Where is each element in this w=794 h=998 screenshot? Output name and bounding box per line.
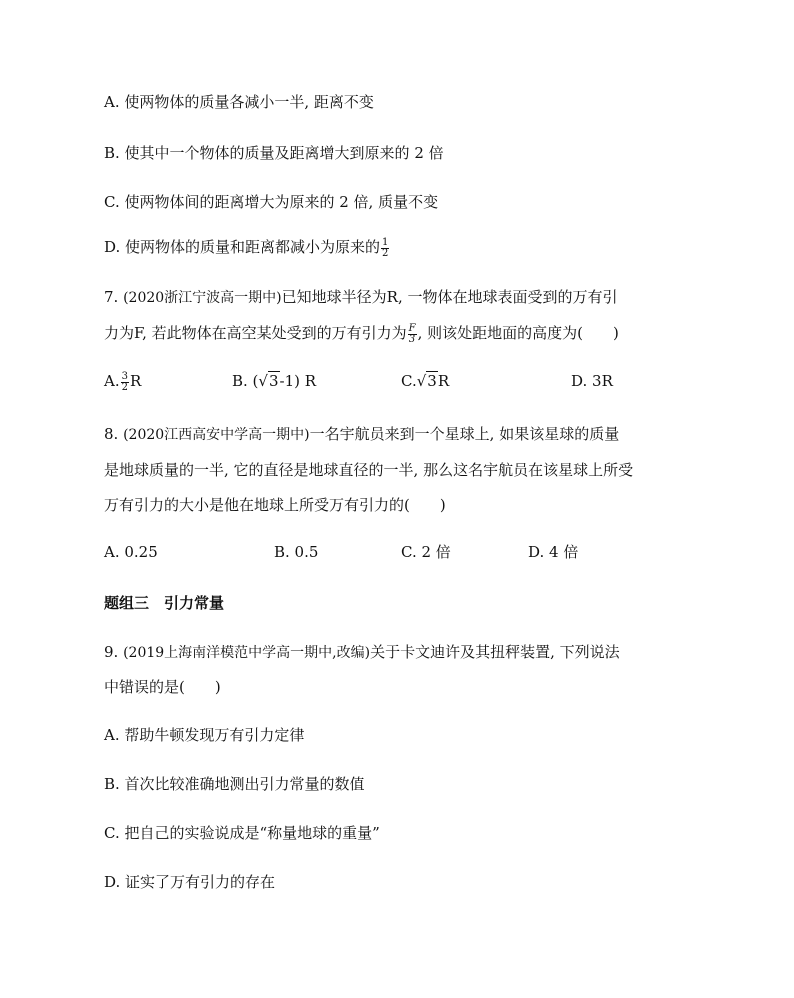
q7-number: 7. [104, 288, 119, 306]
q8-option-c: C. 2 倍 [401, 543, 451, 561]
q7-option-a [104, 368, 141, 394]
q9-option-b: B. 首次比较准确地测出引力常量的数值 [104, 775, 365, 793]
q9-stem-1: 关于卡文迪许及其扭秤装置, 下列说法 [370, 643, 620, 661]
q9-option-d: D. 证实了万有引力的存在 [104, 873, 276, 891]
section-heading: 题组三 引力常量 [104, 594, 225, 612]
option-unit: R [129, 372, 142, 390]
option-label: A. [104, 372, 120, 390]
q7-stem-1: 已知地球半径为R, 一物体在地球表面受到的万有引 [281, 288, 618, 306]
fraction-denominator: 2 [121, 381, 128, 393]
q9-line-2: 中错误的是( ) [104, 678, 221, 696]
q7-stem-2a: 力为F, 若此物体在高空某处受到的万有引力为 [104, 324, 407, 342]
option-label: C. [401, 372, 417, 390]
q9-option-c: C. 把自己的实验说成是“称量地球的重量” [104, 824, 380, 842]
q7-source: (2020浙江宁波高一期中) [123, 290, 282, 306]
q6-option-c: C. 使两物体间的距离增大为原来的 2 倍, 质量不变 [104, 193, 439, 211]
q8-option-b: B. 0.5 [274, 543, 319, 561]
q8-option-d: D. 4 倍 [528, 543, 579, 561]
sqrt-radicand: 3 [268, 372, 279, 390]
sqrt-symbol: √3 [416, 372, 437, 390]
q8-line-2: 是地球质量的一半, 它的直径是地球直径的一半, 那么这名宇航员在该星球上所受 [104, 461, 634, 479]
q8-line-3: 万有引力的大小是他在地球上所受万有引力的( ) [104, 496, 446, 514]
fraction-numerator: F [408, 322, 416, 334]
q7-stem-2b: , 则该处距地面的高度为( ) [417, 324, 619, 342]
q7-line-1 [104, 287, 618, 308]
q7-option-b [232, 371, 316, 391]
q7-stem-fraction [408, 324, 417, 345]
q7-option-d: D. 3R [571, 372, 613, 390]
q6-option-a: A. 使两物体的质量各减小一半, 距离不变 [104, 93, 374, 111]
q8-option-a: A. 0.25 [104, 543, 158, 561]
option-label: B. ( [232, 372, 259, 390]
option-unit: R [437, 372, 450, 390]
q6-option-d-text: D. 使两物体的质量和距离都减小为原来的 [104, 238, 381, 256]
q7-option-c [401, 371, 449, 391]
q9-line-1 [104, 642, 620, 663]
q9-option-a: A. 帮助牛顿发现万有引力定律 [104, 726, 305, 744]
fraction-numerator: 3 [121, 370, 128, 382]
sqrt-radicand: 3 [427, 372, 437, 390]
q9-source: (2019上海南洋模范中学高一期中,改编) [123, 645, 371, 661]
q6-option-d [104, 234, 390, 260]
q8-source: (2020江西高安中学高一期中) [123, 427, 310, 443]
fraction-denominator: 2 [382, 247, 389, 259]
q9-number: 9. [104, 643, 119, 661]
q8-stem-1: 一名宇航员来到一个星球上, 如果该星球的质量 [309, 425, 620, 443]
option-rest: -1) R [279, 372, 317, 390]
fraction-numerator: 1 [382, 236, 389, 248]
q7-option-a-fraction [121, 372, 129, 393]
q7-line-2 [104, 320, 619, 346]
fraction-denominator: 3 [408, 333, 416, 345]
q6-option-b: B. 使其中一个物体的质量及距离增大到原来的 2 倍 [104, 144, 444, 162]
q8-number: 8. [104, 425, 119, 443]
sqrt-symbol: √3 [258, 372, 279, 390]
q8-line-1 [104, 424, 619, 445]
q6-option-d-fraction [381, 238, 389, 259]
